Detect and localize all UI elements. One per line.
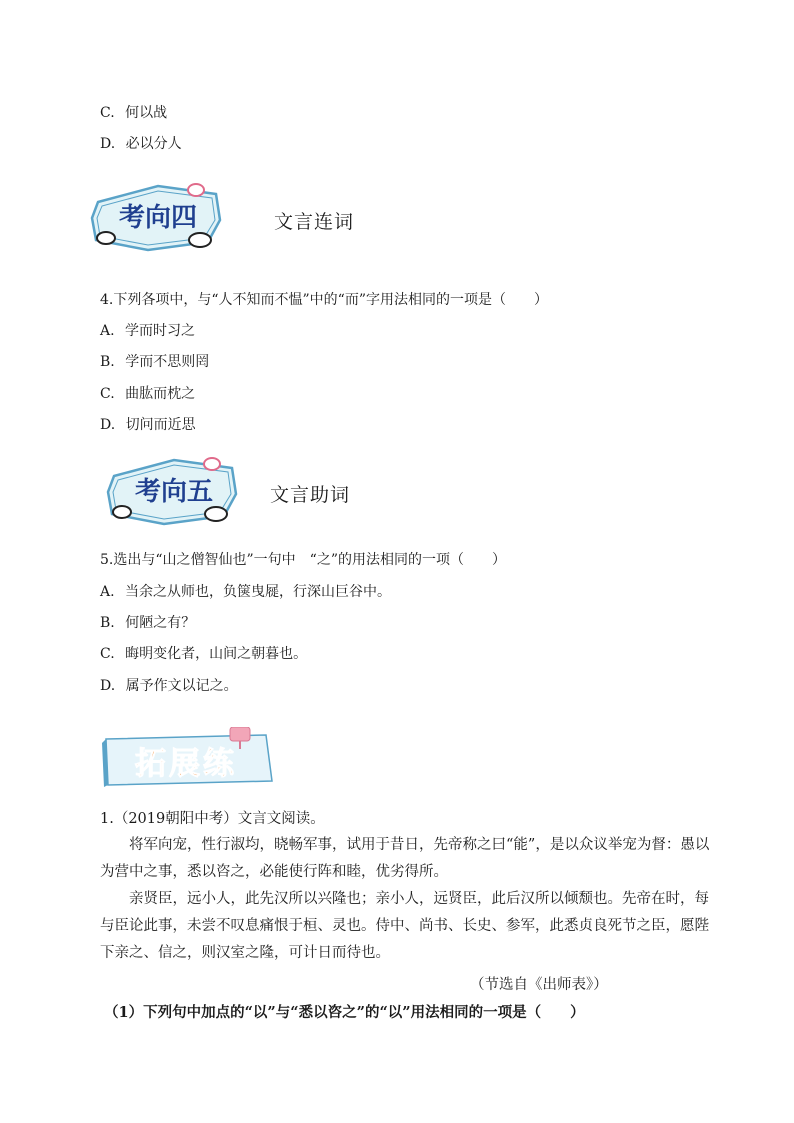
- option-letter: A.: [100, 323, 115, 339]
- option-text: 何陋之有？: [125, 615, 196, 631]
- q5-option-d: [100, 675, 238, 695]
- option-text: 何以战: [125, 105, 168, 121]
- sub-question-1: （1）下列句中加点的“以”与“悉以咨之”的“以”用法相同的一项是（ ）: [104, 1004, 585, 1021]
- passage-paragraph-1: 将军向宠，性行淑均，晓畅军事，试用于昔日，先帝称之曰“能”，是以众议举宠为督：愚以为营中之事，悉以咨之，必能使行阵和睦，优劣得所。: [100, 837, 710, 880]
- option-text: 曲肱而枕之: [125, 386, 196, 402]
- badge-text: 考向五: [134, 477, 214, 507]
- option-d: [100, 133, 182, 153]
- question-5: 5.选出与“山之僧智仙也”一句中 “之”的用法相同的一项（ ）: [100, 552, 506, 568]
- option-text: 切问而近思: [125, 417, 196, 433]
- option-letter: D.: [100, 136, 116, 152]
- section-title-5: 文言助词: [270, 484, 351, 506]
- q4-option-b: [100, 351, 209, 371]
- option-letter: B.: [100, 354, 115, 370]
- option-letter: D.: [100, 678, 116, 694]
- option-c: [100, 102, 167, 122]
- q5-option-b: [100, 612, 195, 632]
- option-letter: C.: [100, 646, 115, 662]
- option-text: 属予作文以记之。: [125, 678, 238, 694]
- option-letter: D.: [100, 417, 116, 433]
- extension-question-1: 1.（2019朝阳中考）文言文阅读。: [100, 811, 325, 827]
- option-text: 晦明变化者，山间之朝暮也。: [125, 646, 308, 662]
- passage-paragraph-2: 亲贤臣，远小人，此先汉所以兴隆也；亲小人，远贤臣，此后汉所以倾颓也。先帝在时，每与臣论此事，未尝不叹息痛恨于桓、灵也。侍中、尚书、长史、参军，此悉贞良死节之臣，愿陛下亲之、信之，则汉室之隆，可计日而待也。: [100, 891, 709, 961]
- question-4: 4.下列各项中，与“人不知而不愠”中的“而”字用法相同的一项是（ ）: [100, 292, 548, 308]
- banner-text: 拓展练: [135, 746, 237, 782]
- q4-option-d: [100, 414, 196, 434]
- section-badge-4: [88, 180, 228, 256]
- section-badge-5: [104, 454, 244, 530]
- option-letter: C.: [100, 105, 115, 121]
- option-text: 学而时习之: [125, 323, 196, 339]
- q5-option-a: [100, 581, 391, 601]
- option-text: 必以分人: [125, 136, 182, 152]
- passage-source: （节选自《出师表》）: [470, 977, 608, 993]
- option-letter: B.: [100, 615, 115, 631]
- option-letter: C.: [100, 386, 115, 402]
- q4-option-a: [100, 320, 195, 340]
- option-text: 当余之从师也，负箧曳屣，行深山巨谷中。: [125, 584, 392, 600]
- section-title-4: 文言连词: [274, 211, 355, 233]
- extension-banner: [100, 727, 278, 791]
- badge-text: 考向四: [118, 203, 198, 233]
- option-text: 学而不思则罔: [125, 354, 210, 370]
- option-letter: A.: [100, 584, 115, 600]
- q5-option-c: [100, 643, 307, 663]
- q4-option-c: [100, 383, 195, 403]
